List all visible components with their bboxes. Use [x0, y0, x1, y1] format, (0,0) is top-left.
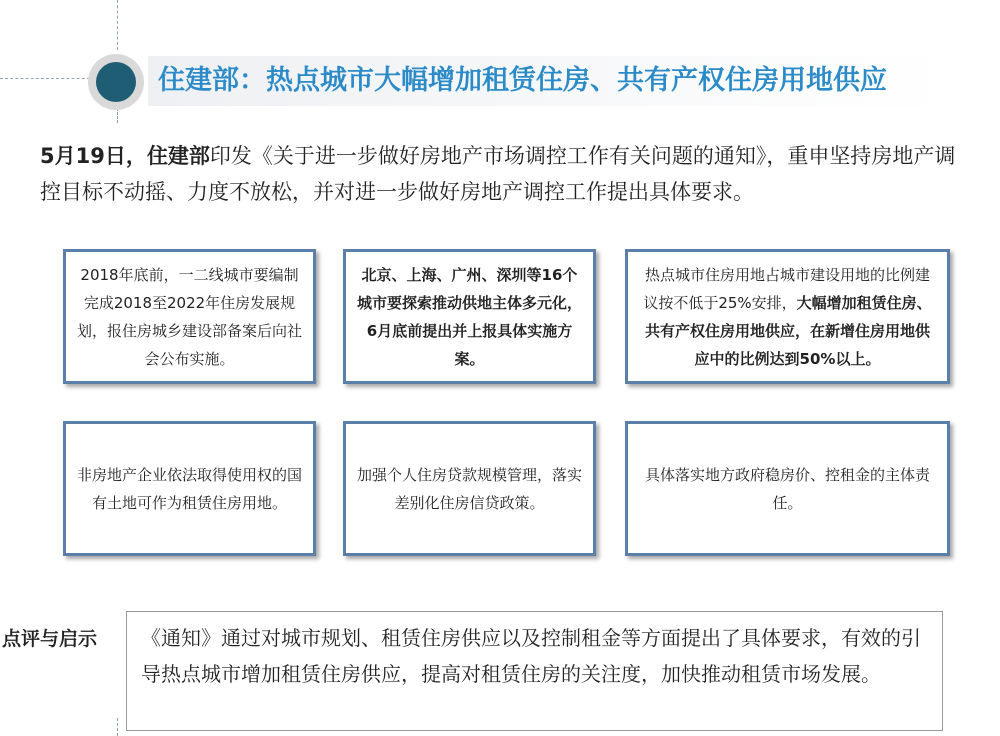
decorative-dash-line-vertical	[117, 108, 118, 123]
page-title: 住建部：热点城市大幅增加租赁住房、共有产权住房用地供应	[158, 65, 887, 96]
policy-card-5	[343, 421, 596, 556]
title-circle-inner-icon	[96, 62, 136, 102]
policy-card-text: 加强个人住房贷款规模管理，落实差别化住房信贷政策。	[356, 465, 582, 512]
intro-paragraph	[40, 138, 960, 210]
policy-card-3	[625, 249, 950, 384]
decorative-dash-line	[0, 78, 100, 79]
policy-card-text	[638, 261, 937, 373]
policy-card-2	[343, 249, 596, 384]
decorative-dash-line-vertical	[117, 0, 118, 50]
policy-card-text: 非房地产企业依法取得使用权的国有土地可作为租赁住房用地。	[76, 465, 302, 512]
intro-date: 5月19日，	[40, 144, 147, 168]
policy-card-text: 具体落实地方政府稳房价、控租金的主体责任。	[644, 465, 930, 512]
policy-card-6	[625, 421, 950, 556]
review-text: 《通知》通过对城市规划、租赁住房供应以及控制租金等方面提出了具体要求，有效的引导热点城市增加租赁住房供应，提高对租赁住房的关注度，加快推动租赁市场发展。	[141, 626, 921, 686]
policy-card-1	[63, 249, 316, 384]
intro-text: 印发《关于进一步做好房地产市场调控工作有关问题的通知》，重申坚持房地产调控目标不动摇、力度不放松，并对进一步做好房地产调控工作提出具体要求。	[40, 144, 956, 204]
policy-card-text: 2018年底前，一二线城市要编制完成2018至2022年住房发展规划，报住房城乡建设部备案后向社会公布实施。	[76, 265, 302, 368]
policy-card-text-bold: 大幅增加租赁住房、共有产权住房用地供应，在新增住房用地供应中的比例达到50%以上。	[644, 293, 932, 368]
policy-card-4	[63, 421, 316, 556]
review-box	[126, 611, 943, 731]
review-label: 点评与启示	[2, 628, 98, 650]
policy-card-text-plain: 热点城市住房用地占城市建设用地的比例建议按不低于25%安排，	[643, 265, 930, 312]
policy-card-text: 北京、上海、广州、深圳等16个城市要探索推动供地主体多元化，6月底前提出并上报具体实施方案。	[356, 265, 582, 368]
intro-org: 住建部	[146, 144, 210, 168]
decorative-dash-line-vertical	[117, 718, 118, 736]
